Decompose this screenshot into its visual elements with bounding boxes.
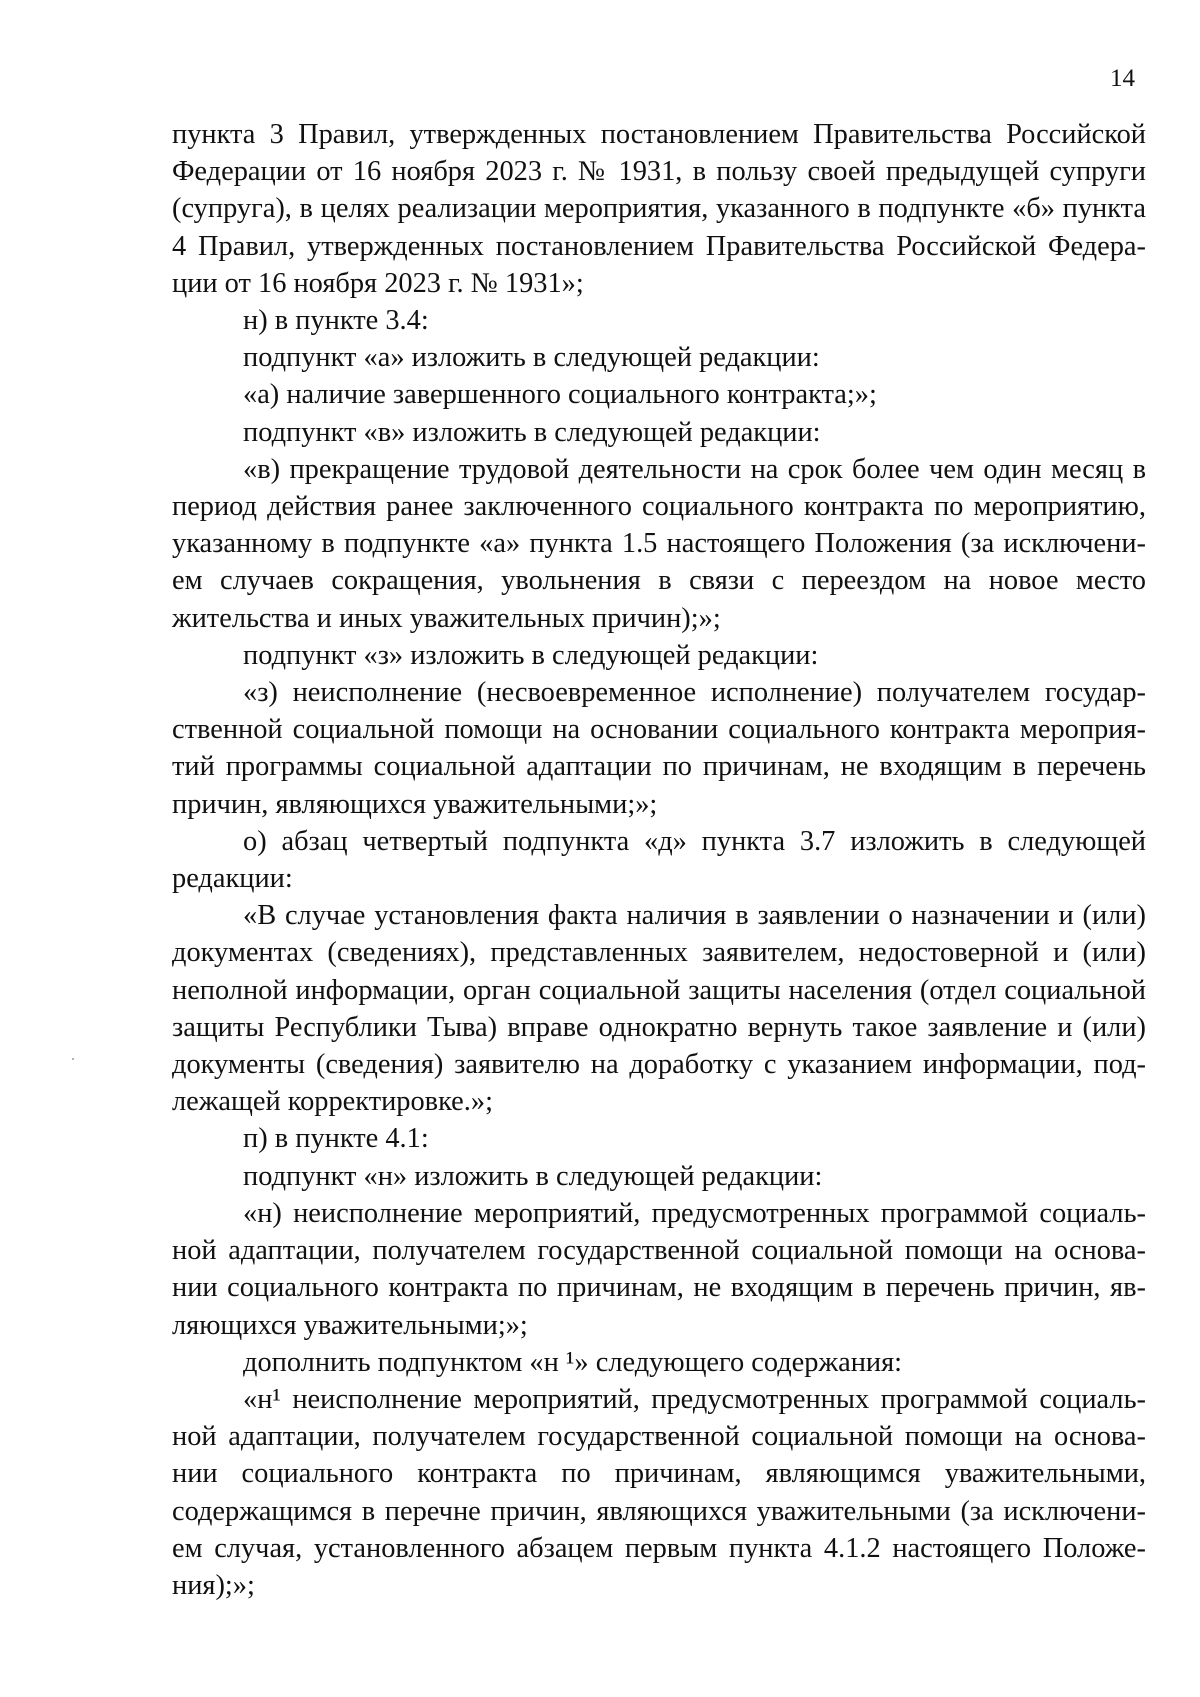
quoted-subitem-n1: «н¹ неисполнение мероприятий, предусмотренных программой социальной адаптации, получателем государственной социальной помощи на основании социального контракта по причинам, являющимся уважительными, содержащимся в перечне причин, являющихся уважительными (за исключением случая, установленного абзацем первым пункта 4.1.2 настоящего Положения);»; bbox=[172, 1383, 1146, 1601]
quoted-subitem-n: «н) неисполнение мероприятий, предусмотренных программой социальной адаптации, получателем государственной социальной помощи на основании социального контракта по причинам, не входящим в перечень причин, являющихся уважительными;»; bbox=[172, 1197, 1146, 1341]
document-body bbox=[172, 116, 1146, 1604]
amendment-item-o: о) абзац четвертый подпункта «д» пункта 3.7 изложить в следующей редакции: bbox=[172, 825, 1146, 895]
amendment-item-p: п) в пункте 4.1: bbox=[243, 1123, 429, 1155]
amendment-instruction: дополнить подпунктом «н ¹» следующего содержания: bbox=[243, 1346, 903, 1378]
quoted-subitem-a: «а) наличие завершенного социального контракта;»; bbox=[243, 379, 877, 411]
scan-speck bbox=[72, 1058, 74, 1060]
quoted-subitem-z: «з) неисполнение (несвоевременное исполнение) получателем государственной социальной помощи на основании социального контракта мероприятий программы социальной адаптации по причинам, не входящим в перечень причин, являющихся уважительными;»; bbox=[172, 677, 1146, 820]
quoted-subitem-v: «в) прекращение трудовой деятельности на срок более чем один месяц в период действия ранее заключенного социального контракта по мероприятию, указанному в подпункте «а» пункта 1.5 настоящего Положения (за исключением случаев сокращения, увольнения в связи с переездом на новое место жительства и иных уважительных причин);»; bbox=[172, 453, 1146, 634]
amendment-instruction: подпункт «н» изложить в следующей редакции: bbox=[243, 1160, 823, 1192]
amendment-item-n: н) в пункте 3.4: bbox=[243, 305, 429, 337]
amendment-instruction: подпункт «з» изложить в следующей редакции: bbox=[243, 639, 819, 671]
quoted-paragraph: «В случае установления факта наличия в заявлении о назначении и (или) документах (сведениях), представленных заявителем, недостоверной и (или) неполной информации, орган социальной защиты населения (отдел социальной защиты Республики Тыва) вправе однократно вернуть такое заявление и (или) документы (сведения) заявителю на доработку с указанием информации, подлежащей корректировке.»; bbox=[172, 900, 1146, 1118]
paragraph-continuation: пункта 3 Правил, утвержденных постановлением Правительства Российской Федерации от 16 ноября 2023 г. № 1931, в пользу своей предыдущей супруги (супруга), в целях реализации мероприятия, указанного в подпункте «б» пункта 4 Правил, утвержденных постановлением Правительства Российской Федерации от 16 ноября 2023 г. № 1931»; bbox=[172, 119, 1146, 299]
amendment-instruction: подпункт «а» изложить в следующей редакции: bbox=[243, 342, 820, 374]
page-number: 14 bbox=[1110, 65, 1135, 92]
amendment-instruction: подпункт «в» изложить в следующей редакции: bbox=[243, 416, 821, 448]
